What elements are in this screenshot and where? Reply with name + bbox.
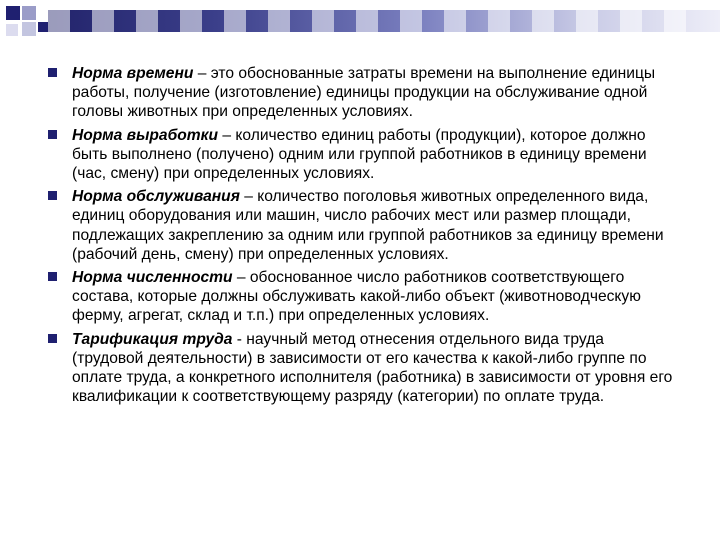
definition-item xyxy=(46,330,678,407)
definition-separator: – xyxy=(218,126,236,144)
definition-term: Норма времени xyxy=(72,65,194,82)
grid-cell xyxy=(268,10,290,32)
bullet-square-icon xyxy=(48,191,57,200)
definition-term: Норма выработки xyxy=(72,126,219,144)
decor-square xyxy=(38,22,48,32)
definition-term: Норма обслуживания xyxy=(72,188,240,206)
bullet-square-icon xyxy=(48,68,57,77)
definition-separator: – xyxy=(193,65,211,82)
definition-text: количество единиц работы (продукции), которое должно быть выполнено (получено) одним или группой работников в единицу времени (час, смену) при определенных условиях. xyxy=(72,126,647,183)
definition-text: обоснованное число работников соответствующего состава, которые должны обслуживать какой-либо объект (животноводческую ферму, агрегат, склад и т.п.) при определенных условиях. xyxy=(72,269,641,325)
definition-separator: – xyxy=(232,269,250,287)
grid-cell xyxy=(92,10,114,32)
grid-cell xyxy=(576,10,598,32)
definition-item xyxy=(46,268,678,326)
grid-cell xyxy=(136,10,158,32)
decor-square xyxy=(22,22,36,36)
grid-cell xyxy=(312,10,334,32)
grid-cell xyxy=(48,10,70,32)
definition-item xyxy=(46,187,678,264)
bullet-square-icon xyxy=(48,334,57,343)
grid-cell xyxy=(180,10,202,32)
grid-cell xyxy=(620,10,642,32)
header-decoration xyxy=(0,0,720,56)
decor-square xyxy=(6,24,18,36)
decor-square xyxy=(6,6,20,20)
definition-term: Норма численности xyxy=(72,269,233,287)
definition-text: это обоснованные затраты времени на выполнение единицы работы, получение (изготовление) единицы продукции на обслуживание одной головы животных при определенных условиях. xyxy=(72,65,656,121)
definition-term: Тарификация труда xyxy=(72,330,233,348)
definition-item xyxy=(46,126,678,184)
definition-separator: - xyxy=(232,330,247,348)
grid-cell xyxy=(444,10,466,32)
grid-cell xyxy=(224,10,246,32)
bullet-square-icon xyxy=(48,130,57,139)
definition-text: научный метод отнесения отдельного вида труда (трудовой деятельности) в зависимости от его качества к какой-либо группе по оплате труда, а конкретного исполнителя (работника) в зависимости от уровня его квалификации к соответствующему разряду (категории) по оплате труда. xyxy=(72,330,673,406)
bullet-square-icon xyxy=(48,272,57,281)
grid-cell xyxy=(532,10,554,32)
definition-item xyxy=(46,64,678,122)
grid-cell xyxy=(400,10,422,32)
grid-cell xyxy=(356,10,378,32)
definitions-list xyxy=(46,64,678,410)
grid-cell xyxy=(488,10,510,32)
header-gradient-bar xyxy=(48,10,720,32)
grid-cell xyxy=(664,10,686,32)
decor-square xyxy=(22,6,36,20)
definition-separator: – xyxy=(239,188,258,206)
definition-text: количество поголовья животных определенного вида, единиц оборудования или машин, число рабочих мест или размер площади, подлежащих закреплению за одним или группой работников за единицу времени (рабочий день, смену) при определенных условиях. xyxy=(72,188,664,263)
